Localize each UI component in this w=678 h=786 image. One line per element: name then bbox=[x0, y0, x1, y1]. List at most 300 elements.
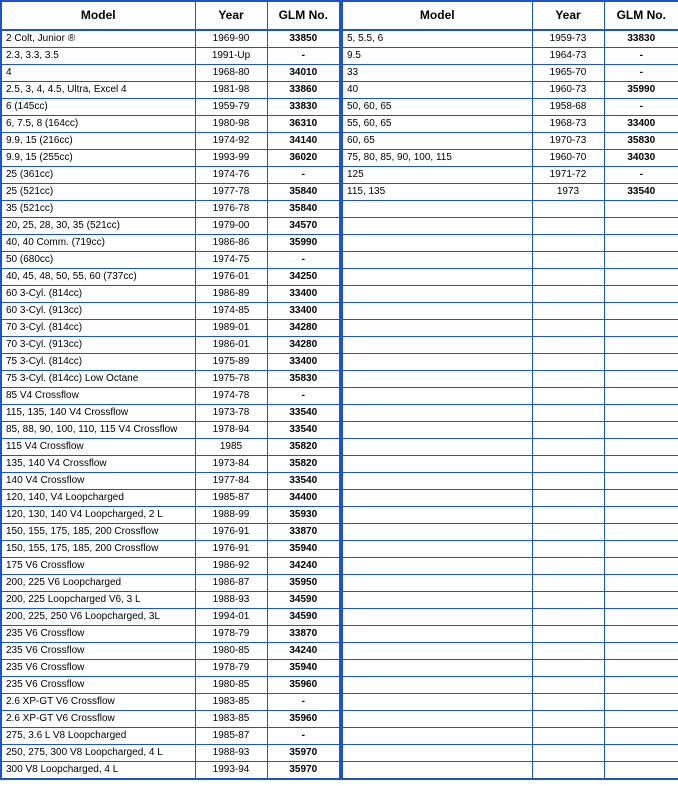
glm-number-cell: 34570 bbox=[267, 218, 340, 235]
model-cell: 40 bbox=[342, 82, 532, 99]
glm-number-cell bbox=[604, 762, 678, 780]
empty-table-row bbox=[342, 473, 678, 490]
model-cell bbox=[342, 711, 532, 728]
empty-table-row bbox=[342, 643, 678, 660]
year-cell: 1973-84 bbox=[195, 456, 267, 473]
glm-number-cell bbox=[604, 694, 678, 711]
glm-number-cell bbox=[604, 456, 678, 473]
glm-number-cell: 34030 bbox=[604, 150, 678, 167]
table-row bbox=[1, 82, 340, 99]
glm-number-cell: 35970 bbox=[267, 762, 340, 780]
glm-number-cell: 34400 bbox=[267, 490, 340, 507]
model-cell: 2.3, 3.3, 3.5 bbox=[1, 48, 195, 65]
model-cell: 60 3-Cyl. (814cc) bbox=[1, 286, 195, 303]
model-cell: 25 (521cc) bbox=[1, 184, 195, 201]
model-cell: 85 V4 Crossflow bbox=[1, 388, 195, 405]
year-cell bbox=[532, 473, 604, 490]
empty-table-row bbox=[342, 609, 678, 626]
table-row bbox=[1, 99, 340, 116]
model-cell: 75 3-Cyl. (814cc) bbox=[1, 354, 195, 371]
table-row bbox=[1, 286, 340, 303]
table-row bbox=[1, 184, 340, 201]
empty-table-row bbox=[342, 677, 678, 694]
glm-number-cell bbox=[604, 507, 678, 524]
glm-number-cell bbox=[604, 320, 678, 337]
model-cell: 55, 60, 65 bbox=[342, 116, 532, 133]
year-cell: 1986-89 bbox=[195, 286, 267, 303]
model-cell bbox=[342, 354, 532, 371]
empty-table-row bbox=[342, 694, 678, 711]
year-cell bbox=[532, 371, 604, 388]
year-cell bbox=[532, 218, 604, 235]
model-cell: 85, 88, 90, 100, 110, 115 V4 Crossflow bbox=[1, 422, 195, 439]
year-cell bbox=[532, 677, 604, 694]
model-cell: 115 V4 Crossflow bbox=[1, 439, 195, 456]
empty-table-row bbox=[342, 524, 678, 541]
glm-number-cell: 34590 bbox=[267, 592, 340, 609]
table-row bbox=[1, 507, 340, 524]
glm-number-cell bbox=[604, 235, 678, 252]
model-cell: 250, 275, 300 V8 Loopcharged, 4 L bbox=[1, 745, 195, 762]
year-cell: 1977-78 bbox=[195, 184, 267, 201]
glm-number-cell bbox=[604, 745, 678, 762]
glm-number-cell: 33540 bbox=[604, 184, 678, 201]
model-cell: 60, 65 bbox=[342, 133, 532, 150]
model-cell bbox=[342, 269, 532, 286]
glm-number-cell bbox=[604, 201, 678, 218]
glm-number-cell bbox=[604, 473, 678, 490]
empty-table-row bbox=[342, 762, 678, 780]
year-cell: 1973 bbox=[532, 184, 604, 201]
year-cell: 1959-73 bbox=[532, 30, 604, 48]
table-row bbox=[1, 30, 340, 48]
year-cell bbox=[532, 762, 604, 780]
model-cell: 150, 155, 175, 185, 200 Crossflow bbox=[1, 541, 195, 558]
glm-number-cell bbox=[604, 643, 678, 660]
year-cell: 1977-84 bbox=[195, 473, 267, 490]
model-cell: 9.9, 15 (216cc) bbox=[1, 133, 195, 150]
year-cell bbox=[532, 252, 604, 269]
glm-number-cell: 35990 bbox=[267, 235, 340, 252]
empty-table-row bbox=[342, 320, 678, 337]
model-cell: 235 V6 Crossflow bbox=[1, 643, 195, 660]
year-cell: 1985 bbox=[195, 439, 267, 456]
model-cell: 50 (680cc) bbox=[1, 252, 195, 269]
year-cell: 1968-80 bbox=[195, 65, 267, 82]
glm-number-cell bbox=[604, 609, 678, 626]
glm-number-cell: 33400 bbox=[267, 354, 340, 371]
model-cell bbox=[342, 541, 532, 558]
model-cell: 9.9, 15 (255cc) bbox=[1, 150, 195, 167]
model-cell: 2.6 XP-GT V6 Crossflow bbox=[1, 694, 195, 711]
model-cell bbox=[342, 286, 532, 303]
glm-number-cell: 33860 bbox=[267, 82, 340, 99]
year-cell: 1985-87 bbox=[195, 728, 267, 745]
model-cell bbox=[342, 456, 532, 473]
year-cell: 1975-89 bbox=[195, 354, 267, 371]
model-cell: 4 bbox=[1, 65, 195, 82]
table-row bbox=[1, 354, 340, 371]
year-cell bbox=[532, 507, 604, 524]
glm-number-cell bbox=[604, 439, 678, 456]
year-cell: 1976-78 bbox=[195, 201, 267, 218]
empty-table-row bbox=[342, 592, 678, 609]
model-cell bbox=[342, 473, 532, 490]
glm-number-cell: - bbox=[604, 48, 678, 65]
glm-number-cell: 35960 bbox=[267, 677, 340, 694]
empty-table-row bbox=[342, 235, 678, 252]
right-cross-reference-table bbox=[341, 0, 678, 780]
empty-table-row bbox=[342, 660, 678, 677]
year-cell: 1976-91 bbox=[195, 524, 267, 541]
table-row bbox=[1, 439, 340, 456]
model-cell: 6, 7.5, 8 (164cc) bbox=[1, 116, 195, 133]
empty-table-row bbox=[342, 201, 678, 218]
empty-table-row bbox=[342, 269, 678, 286]
year-cell bbox=[532, 609, 604, 626]
empty-table-row bbox=[342, 422, 678, 439]
model-cell: 50, 60, 65 bbox=[342, 99, 532, 116]
year-cell: 1979-00 bbox=[195, 218, 267, 235]
model-cell: 175 V6 Crossflow bbox=[1, 558, 195, 575]
glm-number-cell bbox=[604, 524, 678, 541]
table-row bbox=[1, 218, 340, 235]
model-cell: 200, 225 V6 Loopcharged bbox=[1, 575, 195, 592]
model-cell: 33 bbox=[342, 65, 532, 82]
year-cell: 1988-93 bbox=[195, 745, 267, 762]
year-cell bbox=[532, 439, 604, 456]
glm-number-cell bbox=[604, 660, 678, 677]
glm-number-cell: 36310 bbox=[267, 116, 340, 133]
glm-number-cell bbox=[604, 422, 678, 439]
table-row bbox=[342, 116, 678, 133]
table-row bbox=[1, 694, 340, 711]
table-row bbox=[1, 677, 340, 694]
year-cell bbox=[532, 235, 604, 252]
table-row bbox=[1, 541, 340, 558]
year-cell bbox=[532, 660, 604, 677]
model-cell: 235 V6 Crossflow bbox=[1, 660, 195, 677]
table-row bbox=[1, 235, 340, 252]
year-cell: 1976-01 bbox=[195, 269, 267, 286]
year-cell: 1976-91 bbox=[195, 541, 267, 558]
model-cell: 200, 225 Loopcharged V6, 3 L bbox=[1, 592, 195, 609]
glm-number-cell bbox=[604, 405, 678, 422]
model-cell: 70 3-Cyl. (814cc) bbox=[1, 320, 195, 337]
year-cell bbox=[532, 524, 604, 541]
glm-number-cell: - bbox=[267, 694, 340, 711]
model-cell: 150, 155, 175, 185, 200 Crossflow bbox=[1, 524, 195, 541]
year-cell: 1991-Up bbox=[195, 48, 267, 65]
glm-number-cell: 34240 bbox=[267, 558, 340, 575]
model-cell bbox=[342, 388, 532, 405]
year-cell bbox=[532, 728, 604, 745]
year-cell: 1978-94 bbox=[195, 422, 267, 439]
glm-number-cell: 35940 bbox=[267, 541, 340, 558]
glm-number-cell: - bbox=[604, 99, 678, 116]
year-cell: 1978-79 bbox=[195, 626, 267, 643]
model-cell bbox=[342, 575, 532, 592]
table-row bbox=[1, 473, 340, 490]
glm-number-cell: 33830 bbox=[267, 99, 340, 116]
model-cell bbox=[342, 422, 532, 439]
empty-table-row bbox=[342, 405, 678, 422]
model-cell bbox=[342, 218, 532, 235]
year-cell: 1968-73 bbox=[532, 116, 604, 133]
empty-table-row bbox=[342, 439, 678, 456]
table-row bbox=[1, 116, 340, 133]
year-cell: 1983-85 bbox=[195, 711, 267, 728]
table-row bbox=[342, 65, 678, 82]
glm-number-cell: 35830 bbox=[604, 133, 678, 150]
glm-number-cell: 33540 bbox=[267, 422, 340, 439]
model-cell: 40, 40 Comm. (719cc) bbox=[1, 235, 195, 252]
glm-number-cell: - bbox=[267, 48, 340, 65]
table-row bbox=[342, 150, 678, 167]
table-row bbox=[1, 745, 340, 762]
model-cell: 115, 135 bbox=[342, 184, 532, 201]
model-cell bbox=[342, 694, 532, 711]
table-row bbox=[1, 303, 340, 320]
model-cell bbox=[342, 337, 532, 354]
year-cell bbox=[532, 422, 604, 439]
glm-number-cell: - bbox=[604, 167, 678, 184]
model-cell: 70 3-Cyl. (913cc) bbox=[1, 337, 195, 354]
year-cell: 1975-78 bbox=[195, 371, 267, 388]
glm-number-cell: 35840 bbox=[267, 201, 340, 218]
year-cell bbox=[532, 337, 604, 354]
left-cross-reference-table bbox=[0, 0, 341, 780]
table-row bbox=[1, 337, 340, 354]
glm-number-cell: 35930 bbox=[267, 507, 340, 524]
model-cell bbox=[342, 677, 532, 694]
glm-number-cell: - bbox=[267, 252, 340, 269]
empty-table-row bbox=[342, 626, 678, 643]
model-cell bbox=[342, 439, 532, 456]
model-cell: 75 3-Cyl. (814cc) Low Octane bbox=[1, 371, 195, 388]
empty-table-row bbox=[342, 371, 678, 388]
glm-number-cell: 35990 bbox=[604, 82, 678, 99]
glm-number-cell: 34280 bbox=[267, 320, 340, 337]
model-cell: 25 (361cc) bbox=[1, 167, 195, 184]
table-row bbox=[342, 48, 678, 65]
glm-number-cell bbox=[604, 388, 678, 405]
glm-number-cell: 33400 bbox=[267, 303, 340, 320]
header-row bbox=[342, 1, 678, 30]
model-cell: 60 3-Cyl. (913cc) bbox=[1, 303, 195, 320]
glm-number-cell bbox=[604, 677, 678, 694]
table-row bbox=[1, 388, 340, 405]
year-cell bbox=[532, 303, 604, 320]
year-cell: 1980-98 bbox=[195, 116, 267, 133]
glm-number-cell bbox=[604, 371, 678, 388]
year-cell: 1974-76 bbox=[195, 167, 267, 184]
glm-number-cell: 33830 bbox=[604, 30, 678, 48]
glm-number-cell: - bbox=[267, 167, 340, 184]
glm-number-cell bbox=[604, 592, 678, 609]
table-row bbox=[1, 609, 340, 626]
table-row bbox=[1, 524, 340, 541]
year-cell bbox=[532, 269, 604, 286]
model-cell: 2 Colt, Junior ® bbox=[1, 30, 195, 48]
year-cell: 1986-01 bbox=[195, 337, 267, 354]
table-row bbox=[1, 405, 340, 422]
year-cell: 1973-78 bbox=[195, 405, 267, 422]
glm-number-cell bbox=[604, 711, 678, 728]
table-row bbox=[1, 575, 340, 592]
glm-column-header: GLM No. bbox=[604, 1, 678, 30]
year-cell: 1974-85 bbox=[195, 303, 267, 320]
model-column-header: Model bbox=[342, 1, 532, 30]
glm-number-cell: 35840 bbox=[267, 184, 340, 201]
left-table-body bbox=[1, 30, 340, 779]
year-cell: 1960-73 bbox=[532, 82, 604, 99]
empty-table-row bbox=[342, 745, 678, 762]
table-row bbox=[1, 133, 340, 150]
year-cell: 1989-01 bbox=[195, 320, 267, 337]
glm-number-cell bbox=[604, 269, 678, 286]
glm-number-cell bbox=[604, 558, 678, 575]
glm-number-cell: 33400 bbox=[267, 286, 340, 303]
model-cell bbox=[342, 405, 532, 422]
glm-number-cell: 34590 bbox=[267, 609, 340, 626]
model-cell bbox=[342, 235, 532, 252]
glm-column-header: GLM No. bbox=[267, 1, 340, 30]
empty-table-row bbox=[342, 507, 678, 524]
model-cell: 2.6 XP-GT V6 Crossflow bbox=[1, 711, 195, 728]
year-cell bbox=[532, 745, 604, 762]
model-cell: 5, 5.5, 6 bbox=[342, 30, 532, 48]
glm-number-cell: 34240 bbox=[267, 643, 340, 660]
table-row bbox=[342, 99, 678, 116]
model-cell: 9.5 bbox=[342, 48, 532, 65]
table-row bbox=[1, 48, 340, 65]
year-cell bbox=[532, 626, 604, 643]
year-cell: 1986-92 bbox=[195, 558, 267, 575]
table-row bbox=[1, 456, 340, 473]
year-cell: 1993-94 bbox=[195, 762, 267, 780]
glm-number-cell bbox=[604, 303, 678, 320]
glm-number-cell bbox=[604, 286, 678, 303]
glm-number-cell: 33850 bbox=[267, 30, 340, 48]
table-row bbox=[1, 626, 340, 643]
glm-number-cell bbox=[604, 626, 678, 643]
model-cell bbox=[342, 490, 532, 507]
year-cell: 1970-73 bbox=[532, 133, 604, 150]
year-cell: 1994-01 bbox=[195, 609, 267, 626]
year-cell bbox=[532, 711, 604, 728]
year-column-header: Year bbox=[195, 1, 267, 30]
glm-number-cell: 35820 bbox=[267, 456, 340, 473]
glm-number-cell bbox=[604, 218, 678, 235]
glm-number-cell bbox=[604, 490, 678, 507]
glm-number-cell: 35970 bbox=[267, 745, 340, 762]
table-row bbox=[1, 150, 340, 167]
glm-number-cell: 33400 bbox=[604, 116, 678, 133]
empty-table-row bbox=[342, 490, 678, 507]
table-row bbox=[342, 133, 678, 150]
glm-number-cell: 34010 bbox=[267, 65, 340, 82]
table-row bbox=[1, 65, 340, 82]
model-cell: 200, 225, 250 V6 Loopcharged, 3L bbox=[1, 609, 195, 626]
year-cell: 1980-85 bbox=[195, 677, 267, 694]
model-cell bbox=[342, 609, 532, 626]
year-cell: 1971-72 bbox=[532, 167, 604, 184]
model-cell bbox=[342, 592, 532, 609]
year-cell: 1965-70 bbox=[532, 65, 604, 82]
year-cell bbox=[532, 541, 604, 558]
year-cell bbox=[532, 575, 604, 592]
table-row bbox=[1, 371, 340, 388]
right-table-body bbox=[342, 30, 678, 779]
year-cell: 1969-90 bbox=[195, 30, 267, 48]
year-cell bbox=[532, 286, 604, 303]
year-cell: 1974-75 bbox=[195, 252, 267, 269]
year-cell: 1983-85 bbox=[195, 694, 267, 711]
model-cell: 135, 140 V4 Crossflow bbox=[1, 456, 195, 473]
empty-table-row bbox=[342, 575, 678, 592]
empty-table-row bbox=[342, 711, 678, 728]
year-cell: 1959-79 bbox=[195, 99, 267, 116]
header-row bbox=[1, 1, 340, 30]
glm-number-cell: 33870 bbox=[267, 524, 340, 541]
model-cell: 140 V4 Crossflow bbox=[1, 473, 195, 490]
model-cell: 40, 45, 48, 50, 55, 60 (737cc) bbox=[1, 269, 195, 286]
glm-number-cell: 35950 bbox=[267, 575, 340, 592]
model-cell bbox=[342, 626, 532, 643]
table-row bbox=[1, 728, 340, 745]
model-cell bbox=[342, 728, 532, 745]
model-cell bbox=[342, 660, 532, 677]
model-cell: 2.5, 3, 4, 4.5, Ultra, Excel 4 bbox=[1, 82, 195, 99]
year-cell: 1985-87 bbox=[195, 490, 267, 507]
glm-number-cell bbox=[604, 541, 678, 558]
table-row bbox=[1, 201, 340, 218]
year-cell bbox=[532, 490, 604, 507]
model-cell bbox=[342, 643, 532, 660]
year-cell bbox=[532, 643, 604, 660]
model-cell: 300 V8 Loopcharged, 4 L bbox=[1, 762, 195, 780]
year-cell bbox=[532, 201, 604, 218]
year-cell: 1993-99 bbox=[195, 150, 267, 167]
model-column-header: Model bbox=[1, 1, 195, 30]
table-row bbox=[342, 82, 678, 99]
glm-number-cell: 34280 bbox=[267, 337, 340, 354]
year-cell bbox=[532, 388, 604, 405]
model-cell: 235 V6 Crossflow bbox=[1, 677, 195, 694]
glm-number-cell: 35960 bbox=[267, 711, 340, 728]
year-cell: 1981-98 bbox=[195, 82, 267, 99]
model-cell: 35 (521cc) bbox=[1, 201, 195, 218]
model-cell: 6 (145cc) bbox=[1, 99, 195, 116]
model-cell bbox=[342, 252, 532, 269]
year-cell bbox=[532, 694, 604, 711]
year-cell: 1978-79 bbox=[195, 660, 267, 677]
empty-table-row bbox=[342, 558, 678, 575]
glm-number-cell: - bbox=[267, 388, 340, 405]
empty-table-row bbox=[342, 456, 678, 473]
glm-number-cell: 33540 bbox=[267, 473, 340, 490]
table-row bbox=[1, 252, 340, 269]
year-cell: 1958-68 bbox=[532, 99, 604, 116]
model-cell bbox=[342, 201, 532, 218]
empty-table-row bbox=[342, 218, 678, 235]
glm-number-cell: 34140 bbox=[267, 133, 340, 150]
model-cell: 120, 130, 140 V4 Loopcharged, 2 L bbox=[1, 507, 195, 524]
glm-number-cell: - bbox=[267, 728, 340, 745]
year-cell: 1980-85 bbox=[195, 643, 267, 660]
empty-table-row bbox=[342, 252, 678, 269]
